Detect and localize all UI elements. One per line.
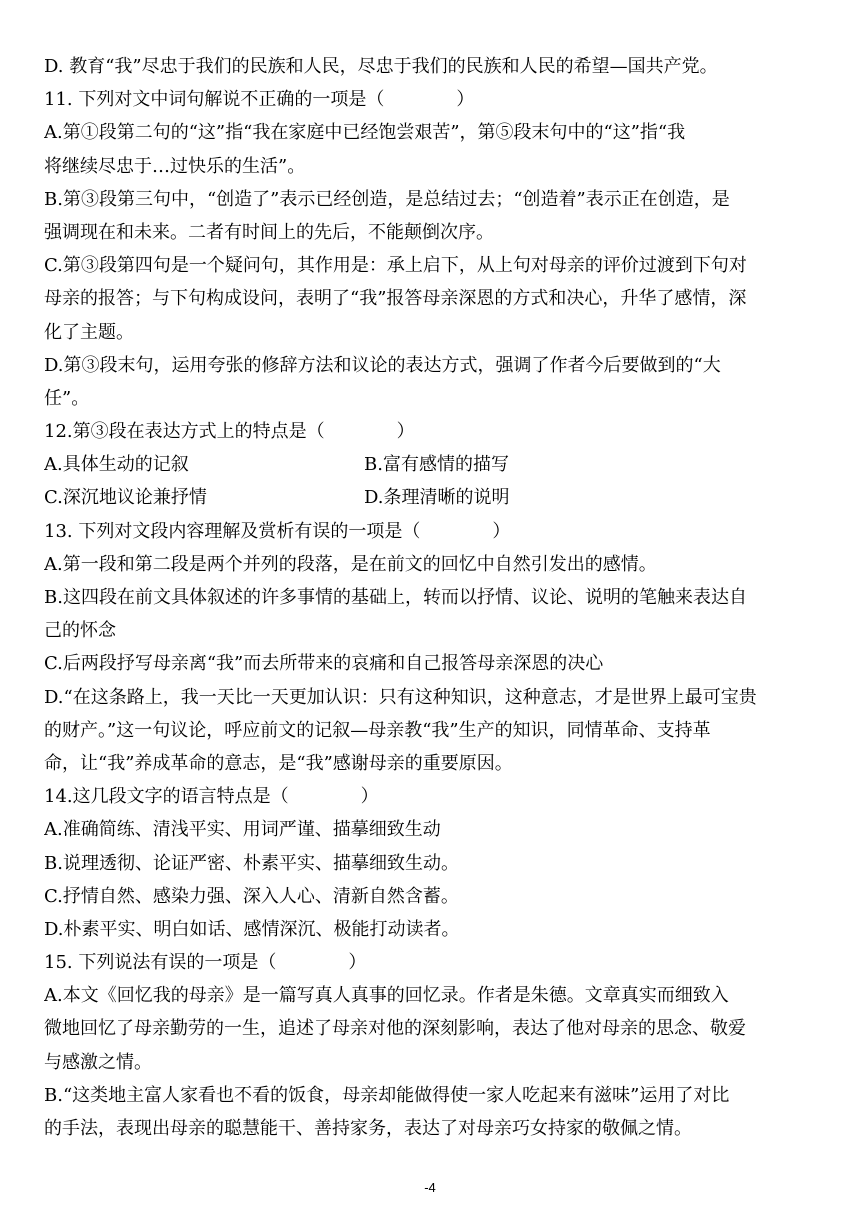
text-line: 将继续尽忠于…过快乐的生活”。	[44, 155, 306, 177]
text-line: 母亲的报答；与下句构成设问，表明了“我”报答母亲深恩的方式和决心，升华了感情，深	[44, 288, 747, 310]
text-line: B.说理透彻、论证严密、朴素平实、描摹细致生动。	[44, 852, 459, 874]
text-line: D.朴素平实、明白如话、感情深沉、极能打动读者。	[44, 918, 460, 940]
text-line: C.第③段第四句是一个疑问句，其作用是：承上启下，从上句对母亲的评价过渡到下句对	[44, 255, 747, 277]
question-14: 14.这几段文字的语言特点是（ ）	[44, 786, 379, 808]
option-c: C.深沉地议论兼抒情	[44, 487, 207, 509]
text-line: A.第一段和第二段是两个并列的段落，是在前文的回忆中自然引发出的感情。	[44, 553, 657, 575]
text-line: 与感激之情。	[44, 1051, 152, 1073]
option-a: A.具体生动的记叙	[44, 454, 189, 476]
text-line: C.后两段抒写母亲离“我”而去所带来的哀痛和自己报答母亲深恩的决心	[44, 653, 604, 675]
text-block-2	[44, 515, 820, 1146]
question-11: 11. 下列对文中词句解说不正确的一项是（ ）	[44, 89, 475, 111]
text-line: C.抒情自然、感染力强、深入人心、清新自然含蓄。	[44, 885, 459, 907]
text-line: D.“在这条路上，我一天比一天更加认识：只有这种知识，这种意志，才是世界上最可宝贵	[44, 686, 757, 708]
text-line: 任”。	[44, 387, 90, 409]
option-row	[44, 481, 820, 514]
text-line: A.准确简练、清浅平实、用词严谨、描摹细致生动	[44, 819, 441, 841]
text-line: 化了主题。	[44, 321, 134, 343]
text-line: B.第③段第三句中，“创造了”表示已经创造，是总结过去；“创造着”表示正在创造，是	[44, 188, 730, 210]
text-line: 己的怀念	[44, 620, 116, 642]
text-line: 的财产。”这一句议论，呼应前文的记叙—母亲教“我”生产的知识，同情革命、支持革	[44, 719, 711, 741]
text-line: A.第①段第二句的“这”指“我在家庭中已经饱尝艰苦”，第⑤段末句中的“这”指“我	[44, 122, 686, 144]
text-line: D. 教育“我”尽忠于我们的民族和人民，尽忠于我们的民族和人民的希望—国共产党。	[44, 56, 718, 77]
text-line: A.本文《回忆我的母亲》是一篇写真人真事的回忆录。作者是朱德。文章真实而细致入	[44, 985, 729, 1007]
text-line: B.这四段在前文具体叙述的许多事情的基础上，转而以抒情、议论、说明的笔触来表达自	[44, 587, 747, 608]
text-line: 微地回忆了母亲勤劳的一生，追述了母亲对他的深刻影响，表达了他对母亲的思念、敬爱	[44, 1018, 746, 1040]
text-line: B.“这类地主富人家看也不看的饭食，母亲却能做得使一家人吃起来有滋味”运用了对比	[44, 1084, 730, 1106]
text-line: D.第③段末句，运用夸张的修辞方法和议论的表达方式，强调了作者今后要做到的“大	[44, 354, 721, 376]
question-12: 12.第③段在表达方式上的特点是（ ）	[44, 421, 415, 443]
text-line: 的手法，表现出母亲的聪慧能干、善持家务，表达了对母亲巧女持家的敬佩之情。	[44, 1118, 692, 1139]
page-number: -4	[424, 1180, 436, 1195]
option-d: D.条理清晰的说明	[364, 487, 510, 509]
question-15: 15. 下列说法有误的一项是（ ）	[44, 952, 367, 974]
option-b: B.富有感情的描写	[364, 454, 509, 476]
question-13: 13. 下列对文段内容理解及赏析有误的一项是（ ）	[44, 520, 511, 542]
text-block-1	[44, 50, 820, 448]
text-line: 强调现在和未来。二者有时间上的先后，不能颠倒次序。	[44, 221, 494, 243]
option-row	[44, 448, 820, 481]
q12-options	[44, 448, 820, 514]
text-line: 命，让“我”养成革命的意志，是“我”感谢母亲的重要原因。	[44, 752, 513, 774]
